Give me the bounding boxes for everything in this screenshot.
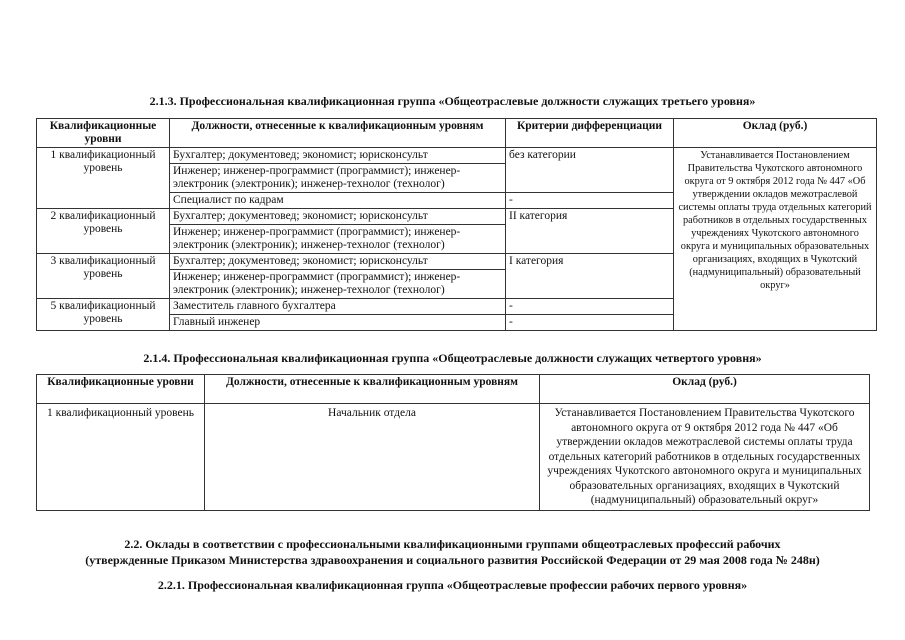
criteria-cell: II категория: [506, 209, 674, 254]
header-salary: Оклад (руб.): [540, 375, 870, 404]
header-positions: Должности, отнесенные к квалификационным уровням: [170, 119, 506, 148]
header-positions: Должности, отнесенные к квалификационным уровням: [205, 375, 540, 404]
table-fourth-level: [36, 374, 870, 511]
criteria-cell: без категории: [506, 148, 674, 193]
position-cell: Инженер; инженер-программист (программист); инженер-электроник (электроник); инженер-технолог (технолог): [170, 225, 506, 254]
table-header-row: [37, 375, 870, 404]
position-cell: Бухгалтер; документовед; экономист; юрисконсульт: [170, 254, 506, 270]
position-cell: Заместитель главного бухгалтера: [170, 299, 506, 315]
header-salary: Оклад (руб.): [674, 119, 877, 148]
section-2-2-title-line2: (утвержденные Приказом Министерства здравоохранения и социального развития Российской Федерации от 29 мая 2008 года № 248н): [85, 553, 820, 567]
position-cell: Начальник отдела: [205, 404, 540, 511]
criteria-cell: -: [506, 299, 674, 315]
level-cell: 2 квалификационный уровень: [37, 209, 170, 254]
position-cell: Специалист по кадрам: [170, 193, 506, 209]
section-2-2-1-title: 2.2.1. Профессиональная квалификационная группа «Общеотраслевые профессии рабочих первого уровня»: [157, 578, 748, 592]
section-2-2-title-line1: 2.2. Оклады в соответствии с профессиональными квалификационными группами общеотраслевых профессий рабочих: [124, 537, 781, 551]
level-cell: 3 квалификационный уровень: [37, 254, 170, 299]
position-cell: Бухгалтер; документовед; экономист; юрисконсульт: [170, 209, 506, 225]
table-row: [37, 148, 877, 164]
salary-cell: Устанавливается Постановлением Правительства Чукотского автономного округа от 9 октября 2012 года № 447 «Об утверждении окладов межотраслевой системы оплаты труда отдельных категорий работников в отдельных государственных учреждениях Чукотского автономного округа и муниципальных образовательных организациях, входящих в Чукотский (надмуниципальный) образовательный округ»: [674, 148, 877, 331]
position-cell: Инженер; инженер-программист (программист); инженер-электроник (электроник); инженер-технолог (технолог): [170, 164, 506, 193]
header-levels: Квалификационные уровни: [37, 119, 170, 148]
level-cell: 5 квалификационный уровень: [37, 299, 170, 331]
position-cell: Бухгалтер; документовед; экономист; юрисконсульт: [170, 148, 506, 164]
criteria-cell: -: [506, 193, 674, 209]
criteria-cell: -: [506, 315, 674, 331]
level-cell: 1 квалификационный уровень: [37, 148, 170, 209]
table-third-level: [36, 118, 877, 331]
position-cell: Главный инженер: [170, 315, 506, 331]
table-row: [37, 404, 870, 511]
salary-cell: Устанавливается Постановлением Правительства Чукотского автономного округа от 9 октября 2012 года № 447 «Об утверждении окладов межотраслевой системы оплаты труда отдельных категорий работников в отдельных государственных учреждениях Чукотского автономного округа и муниципальных образовательных организациях, входящих в Чукотский (надмуниципальный) образовательный округ»: [540, 404, 870, 511]
position-cell: Инженер; инженер-программист (программист); инженер-электроник (электроник); инженер-технолог (технолог): [170, 270, 506, 299]
level-cell: 1 квалификационный уровень: [37, 404, 205, 511]
table-header-row: [37, 119, 877, 148]
header-criteria: Критерии дифференциации: [506, 119, 674, 148]
header-levels: Квалификационные уровни: [37, 375, 205, 404]
section-2-1-3-title: 2.1.3. Профессиональная квалификационная группа «Общеотраслевые должности служащих третьего уровня»: [149, 94, 756, 108]
criteria-cell: I категория: [506, 254, 674, 299]
section-2-1-4-title: 2.1.4. Профессиональная квалификационная группа «Общеотраслевые должности служащих четвертого уровня»: [143, 351, 762, 365]
